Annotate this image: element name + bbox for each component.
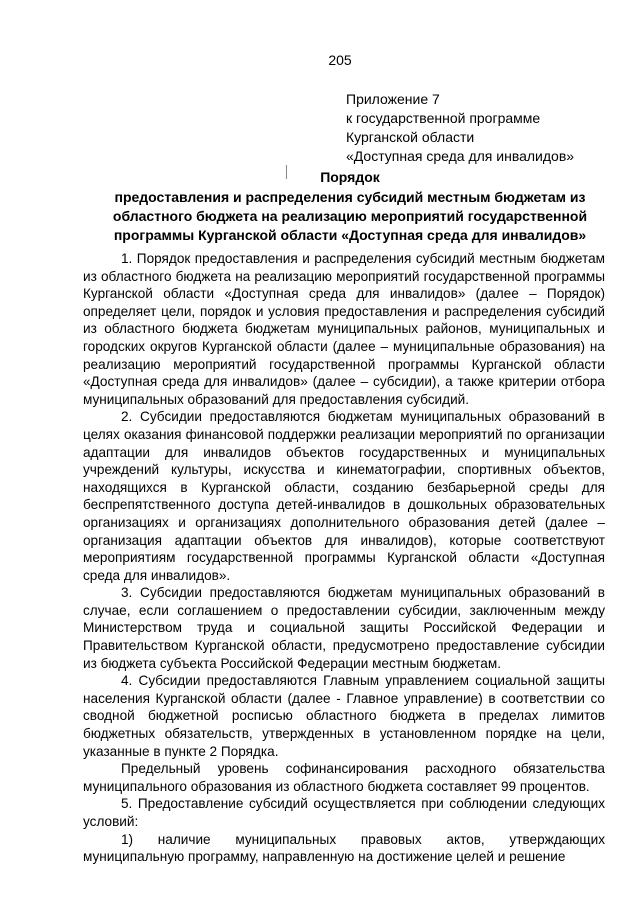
- title-line: предоставления и распределения субсидий местным бюджетам из: [114, 189, 586, 205]
- paragraph: 5. Предоставление субсидий осуществляется при соблюдении следующих условий:: [83, 796, 605, 829]
- appendix-line: Курганской области: [346, 129, 475, 145]
- page-number: 205: [328, 52, 352, 68]
- paragraph: Предельный уровень софинансирования расходного обязательства муниципального образования из областного бюджета составляет 99 процентов.: [83, 761, 605, 794]
- paragraph: 1. Порядок предоставления и распределения субсидий местным бюджетам из областного бюджета на реализацию мероприятий государственной программы Курганской области «Доступная среда для инвалидов» (далее – Порядок) определяет цели, порядок и условия предоставления и распределения субсидий из областного бюджета бюджетам муниципальных районов, муниципальных и городских округов Курганской области (далее – муниципальные образования) на реализацию мероприятий государственной программы Курганской области «Доступная среда для инвалидов» (далее – субсидии), а также критерии отбора муниципальных образований для предоставления субсидий.: [83, 251, 605, 407]
- title-heading: Порядок: [320, 169, 380, 185]
- paragraph: 4. Субсидии предоставляются Главным управлением социальной защиты населения Курганской области (далее - Главное управление) в соответствии со сводной бюджетной росписью областного бюджета в пределах лимитов бюджетных обязательств, утвержденных в установленном порядке на цели, указанные в пункте 2 Порядка.: [83, 673, 605, 759]
- appendix-line: Приложение 7: [346, 91, 440, 107]
- title-line: областного бюджета на реализацию мероприятий государственной: [112, 208, 588, 224]
- appendix-line: «Доступная среда для инвалидов»: [346, 148, 575, 164]
- document-body: [83, 250, 605, 866]
- paragraph: 1) наличие муниципальных правовых актов, утверждающих муниципальную программу, направленную на достижение целей и решение: [83, 831, 605, 865]
- document-title: [100, 168, 600, 245]
- appendix-note: [346, 90, 574, 166]
- title-line: программы Курганской области «Доступная среда для инвалидов»: [113, 227, 587, 243]
- paragraph: 3. Субсидии предоставляются бюджетам муниципальных образований в случае, если соглашением о предоставлении субсидии, заключенным между Министерством труда и социальной защиты Российской Федерации и Правительством Курганской области, предусмотрено предоставление субсидии из бюджета субъекта Российской Федерации местным бюджетам.: [83, 585, 605, 671]
- appendix-line: к государственной программе: [346, 110, 541, 126]
- paragraph: 2. Субсидии предоставляются бюджетам муниципальных образований в целях оказания финансовой поддержки реализации мероприятий по организации адаптации для инвалидов объектов государственных и муниципальных учреждений культуры, искусства и кинематографии, спортивных объектов, находящихся в Курганской области, созданию безбарьерной среды для беспрепятственного доступа детей-инвалидов в дошкольных образовательных организациях и организациях дополнительного образования детей (далее – организация адаптации объектов для инвалидов), которые соответствуют мероприятиям государственной программы Курганской области «Доступная среда для инвалидов».: [83, 409, 605, 583]
